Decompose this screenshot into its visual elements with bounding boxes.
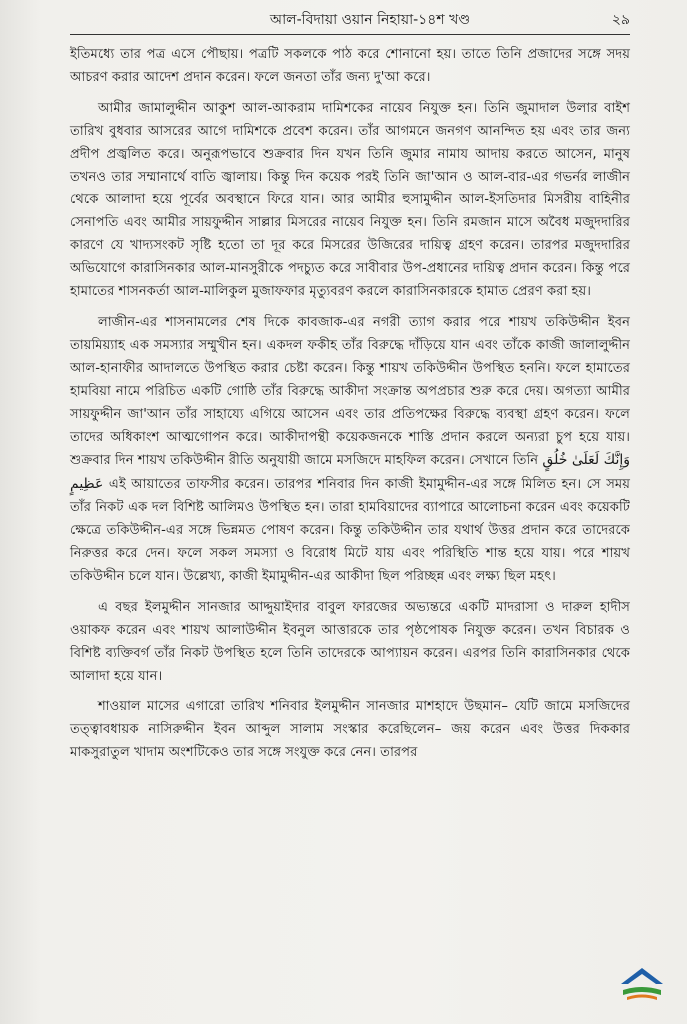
paragraph-4: এ বছর ইলমুদ্দীন সানজার আদ্দুয়াইদার বাবুল ফারজের অভ্যন্তরে একটি মাদরাসা ও দারুল হাদীস ওয়াকফ করেন এবং শায়খ আলাউদ্দীন ইবনুল আত্তারকে তার পৃষ্ঠপোষক নিযুক্ত করেন। তখন বিচারক ও বিশিষ্ট ব্যক্তিবর্গ তাঁর নিকট উপস্থিত হলে তিনি তাদেরকে আপ্যায়ন করেন। এরপর তিনি কারাসিনকার থেকে আলাদা হয়ে যান। — [70, 599, 630, 684]
page-header — [70, 10, 630, 34]
paragraph-3-part-2: এই আয়াতের তাফসীর করেন। তারপর শনিবার দিন কাজী ইমামুদ্দীন-এর সঙ্গে মিলিত হন। সে সময় তাঁর নিকট এক দল বিশিষ্ট আলিমও উপস্থিত হন। তারা হামবিয়াদের ব্যাপারে আলোচনা করেন এবং কয়েকটি ক্ষেত্রে তকিউদ্দীন-এর সঙ্গে ভিন্নমত পোষণ করেন। কিন্তু তকিউদ্দীন তার যথার্থ উত্তর প্রদান করে তাদেরকে নিরুত্তর করে দেন। ফলে সকল সমস্যা ও বিরোধ মিটে যায় এবং পরিস্থিতি শান্ত হয়ে যায়। পরে শায়খ তকিউদ্দীন চলে যান। উল্লেখ্য, কাজী ইমামুদ্দীন-এর আকীদা ছিল পরিচ্ছন্ন এবং লক্ষ্য ছিল মহৎ। — [70, 477, 630, 584]
paragraph-2: আমীর জামালুদ্দীন আকুশ আল-আকরাম দামিশকের নায়েব নিযুক্ত হন। তিনি জুমাদাল উলার বাইশ তারিখ বুধবার আসরের আগে দামিশকে প্রবেশ করেন। তাঁর আগমনে জনগণ আনন্দিত হয় এবং তার জন্য প্রদীপ প্রজ্বলিত করে। অনুরূপভাবে শুক্রবার দিন যখন তিনি জুমার নামায আদায় করতে আসেন, মানুষ তখনও তার সম্মানার্থে বাতি জ্বালায়। কিন্তু দিন কয়েক পরই তিনি জা'আন ও আল-বার-এর গভর্নর লাজীন থেকে আলাদা হয়ে পূর্বের অবস্থানে ফিরে যান। আর আমীর হুসামুদ্দীন আল-ইসতিদার মিসরীয় বাহিনীর সেনাপতি এবং আমীর সায়ফুদ্দীন সাল্লার মিসরের নায়েব নিযুক্ত হন। তিনি রমজান মাসে অবৈধ মজুদদারির কারণে যে খাদ্যসংকট সৃষ্টি হতো তা দূর করে মিসরের উজিরের দায়িত্ব গ্রহণ করেন। তারপর মজুদদারির অভিযোগে কারাসিনকার আল-মানসুরীকে পদচ্যুত করে সাবীবার উপ-প্রধানের দায়িত্ব প্রদান করেন। কিন্তু পরে হামাতের শাসনকর্তা আল-মালিকুল মুজাফফার মৃত্যুবরণ করলে কারাসিনকারকে হামাত প্রেরণ করা হয়। — [70, 100, 630, 300]
body-text — [70, 44, 630, 773]
page-number: ২৯ — [611, 12, 630, 28]
paragraph-3-part-1: লাজীন-এর শাসনামলের শেষ দিকে কাবজাক-এর নগরী ত্যাগ করার পরে শায়খ তকিউদ্দীন ইবন তায়মিয়্যাহ এক সমস্যার সম্মুখীন হন। একদল ফকীহ তাঁর বিরুদ্ধে দাঁড়িয়ে যান এবং তাঁকে কাজী জালালুদ্দীন আল-হানাফীর আদালতে উপস্থিত করার চেষ্টা করেন। কিন্তু শায়খ তকিউদ্দীন উপস্থিত হননি। ফলে হামাতের হামবিয়া নামে পরিচিত একটি গোষ্ঠি তাঁর বিরুদ্ধে আকীদা সংক্রান্ত অপপ্রচার শুরু করে দেয়। অগত্যা আমীর সায়ফুদ্দীন জা'আন তাঁর সাহায্যে এগিয়ে আসেন এবং তার প্রতিপক্ষের বিরুদ্ধে ব্যবস্থা গ্রহণ করেন। ফলে তাদের অধিকাংশ আত্মগোপন করে। আকীদাপন্থী কয়েকজনকে শাস্তি প্রদান করলে অন্যরা চুপ হয়ে যায়। শুক্রবার দিন শায়খ তকিউদ্দীন রীতি অনুযায়ী জামে মসজিদে মাহফিল করেন। সেখানে তিনি — [70, 314, 630, 469]
paragraph-5: শাওয়াল মাসের এগারো তারিখ শনিবার ইলমুদ্দীন সানজার মাশহাদে উছমান– যেটি জামে মসজিদের তত্ত্বাবধায়ক নাসিরুদ্দীন ইবন আব্দুল সালাম সংস্কার করেছিলেন– জয় করেন এবং উত্তর দিককার মাকসুরাতুল খাদাম অংশটিকেও তার সঙ্গে সংযুক্ত করে নেন। তারপর — [70, 699, 630, 761]
logo-roof-shape — [621, 968, 663, 984]
publisher-logo-icon — [615, 964, 669, 1004]
logo-book-shape — [623, 987, 661, 995]
header-rule — [70, 34, 630, 35]
paragraph-1: ইতিমধ্যে তার পত্র এসে পৌছায়। পত্রটি সকলকে পাঠ করে শোনানো হয়। তাতে তিনি প্রজাদের সঙ্গে সদয় আচরণ করার আদেশ প্রদান করেন। ফলে জনতা তাঁর জন্য দু'আ করে। — [70, 47, 630, 85]
logo-base-shape — [627, 995, 657, 1001]
arabic-verse: وَإِنَّكَ لَعَلَىٰ خُلُقٍ عَظِيمٍ — [70, 452, 630, 493]
running-title: আল-বিদায়া ওয়ান নিহায়া-১৪শ খণ্ড — [269, 12, 471, 28]
paragraph-3 — [70, 312, 630, 589]
